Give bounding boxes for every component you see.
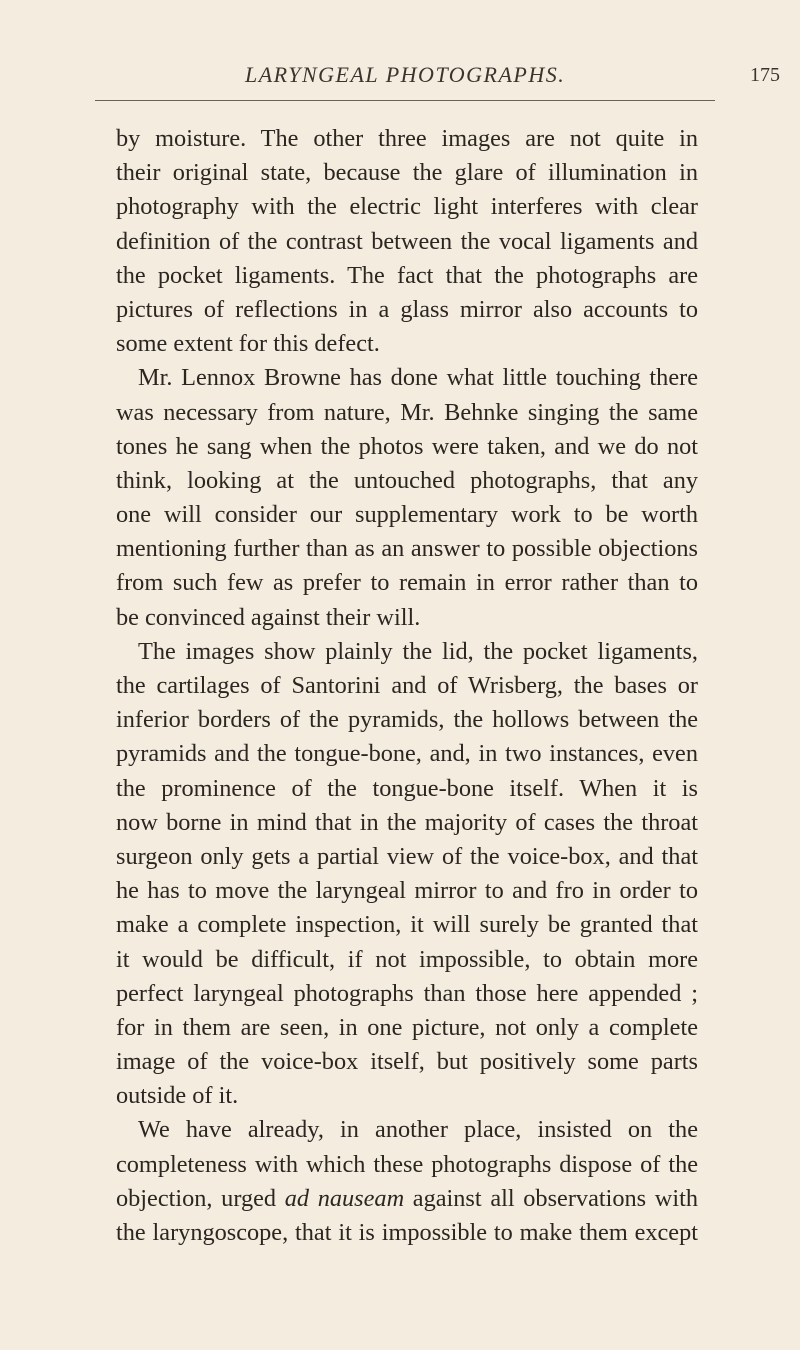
header-rule bbox=[95, 100, 715, 101]
text-line: it would be difficult, if not impossible, to obtain more bbox=[116, 945, 698, 973]
text-line: surgeon only gets a partial view of the voice-box, and that bbox=[116, 842, 698, 870]
text-line: some extent for this defect. bbox=[116, 330, 380, 358]
text-segment: objection, urged bbox=[116, 1184, 285, 1212]
text-segment: against all observations with bbox=[404, 1184, 698, 1212]
text-line: one will consider our supplementary work to be worth bbox=[116, 501, 698, 529]
paragraph-2 bbox=[116, 361, 698, 635]
text-line: now borne in mind that in the majority of cases the throat bbox=[116, 808, 698, 836]
text-line: Mr. Lennox Browne has done what little touching there bbox=[138, 364, 698, 392]
text-line: inferior borders of the pyramids, the hollows between the bbox=[116, 706, 698, 734]
page-number: 175 bbox=[750, 64, 780, 86]
body-text bbox=[116, 122, 698, 1250]
text-line: photography with the electric light interferes with clear bbox=[116, 193, 698, 221]
running-head bbox=[0, 62, 800, 92]
text-line: definition of the contrast between the vocal ligaments and bbox=[116, 227, 698, 255]
text-line: from such few as prefer to remain in error rather than to bbox=[116, 569, 698, 597]
text-line: for in them are seen, in one picture, not only a complete bbox=[116, 1013, 698, 1041]
text-line: We have already, in another place, insisted on the bbox=[138, 1116, 698, 1144]
text-line: pictures of reflections in a glass mirror also accounts to bbox=[116, 295, 698, 323]
text-line: outside of it. bbox=[116, 1082, 239, 1110]
text-line: pyramids and the tongue-bone, and, in two instances, even bbox=[116, 740, 698, 768]
text-line: their original state, because the glare of illumination in bbox=[116, 159, 698, 187]
paragraph-3 bbox=[116, 635, 698, 1114]
text-line: the prominence of the tongue-bone itself. When it is bbox=[116, 774, 698, 802]
text-line: perfect laryngeal photographs than those here appended ; bbox=[116, 979, 698, 1007]
paragraph-1 bbox=[116, 122, 698, 361]
text-line: by moisture. The other three images are not quite in bbox=[116, 125, 698, 152]
paragraph-4 bbox=[116, 1113, 698, 1250]
text-line: was necessary from nature, Mr. Behnke singing the same bbox=[116, 398, 698, 426]
text-line: The images show plainly the lid, the pocket ligaments, bbox=[138, 637, 698, 665]
text-line: image of the voice-box itself, but positively some parts bbox=[116, 1048, 698, 1076]
latin-phrase: ad nauseam bbox=[284, 1184, 405, 1212]
running-title: LARYNGEAL PHOTOGRAPHS. bbox=[245, 62, 566, 87]
text-line: tones he sang when the photos were taken, and we do not bbox=[116, 432, 698, 460]
text-line: the cartilages of Santorini and of Wrisberg, the bases or bbox=[116, 672, 698, 699]
text-line: make a complete inspection, it will surely be granted that bbox=[116, 911, 698, 939]
text-line: be convinced against their will. bbox=[116, 603, 421, 631]
text-line: the laryngoscope, that it is impossible to make them except bbox=[116, 1219, 698, 1246]
text-line: the pocket ligaments. The fact that the photographs are bbox=[116, 261, 698, 289]
text-line: mentioning further than as an answer to possible objections bbox=[116, 535, 698, 563]
text-line: he has to move the laryngeal mirror to and fro in order to bbox=[116, 877, 698, 905]
text-line: think, looking at the untouched photographs, that any bbox=[116, 466, 698, 494]
text-line: completeness with which these photographs dispose of the bbox=[116, 1150, 698, 1178]
text-line-with-italic bbox=[116, 1182, 698, 1216]
